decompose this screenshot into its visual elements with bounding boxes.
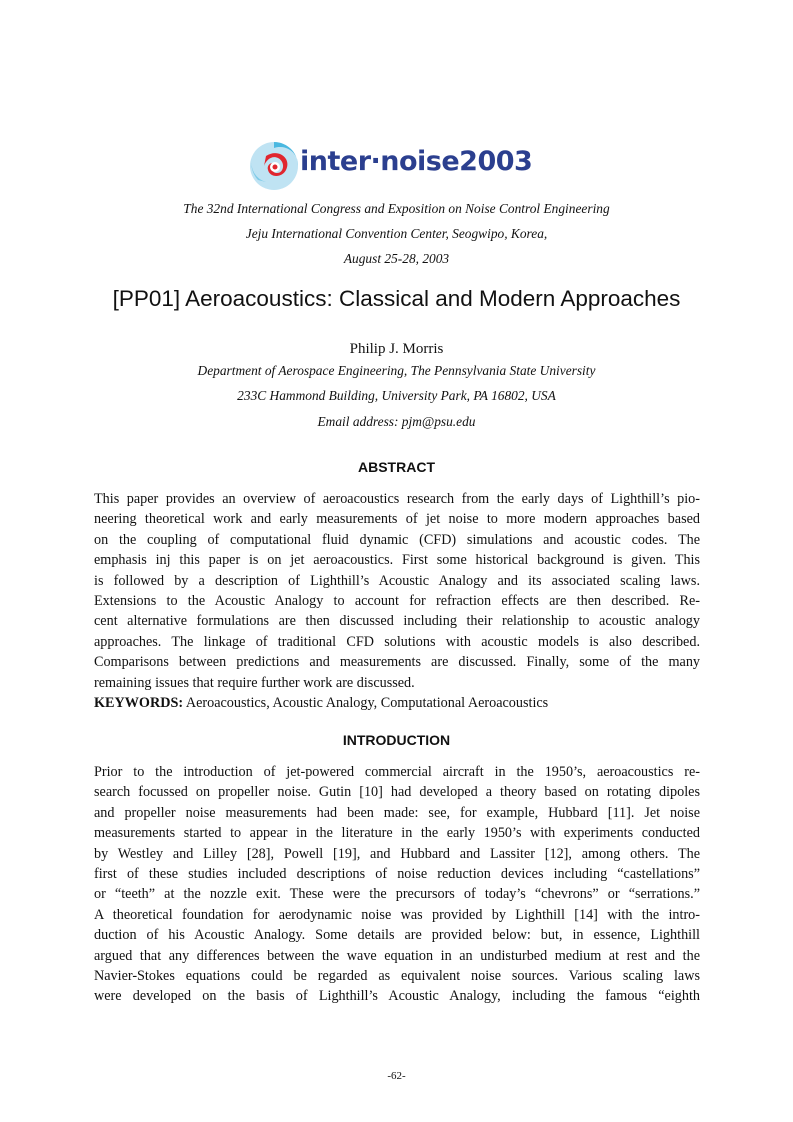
keywords-label: KEYWORDS: <box>94 694 184 711</box>
abstract-line: Comparisons between predictions and measurements are discussed. Finally, some of the many <box>94 654 700 671</box>
abstract-heading: ABSTRACT <box>358 459 435 475</box>
introduction-line: and propeller noise measurements had been made: see, for example, Hubbard [11]. Jet noise <box>94 804 700 821</box>
keywords-text: Aeroacoustics, Acoustic Analogy, Computational Aeroacoustics <box>183 694 549 711</box>
author-department: Department of Aerospace Engineering, The Pennsylvania State University <box>197 363 596 378</box>
introduction-line: Navier-Stokes equations could be regarded as equivalent noise sources. Various scaling laws <box>94 967 700 984</box>
conference-venue: Jeju International Convention Center, Seogwipo, Korea, <box>245 226 548 241</box>
introduction-line: A theoretical foundation for aerodynamic noise was provided by Lighthill [14] with the intro- <box>94 906 700 923</box>
abstract-body <box>94 489 700 713</box>
paper-title: [PP01] Aeroacoustics: Classical and Modern Approaches <box>112 286 681 311</box>
abstract-line: on the coupling of computational fluid dynamic (CFD) simulations and acoustic codes. The <box>94 531 700 548</box>
introduction-line: search focussed on propeller noise. Gutin [10] had developed a theory based on rotating dipoles <box>94 784 700 801</box>
introduction-heading: INTRODUCTION <box>342 732 451 748</box>
introduction-line: Prior to the introduction of jet-powered commercial aircraft in the 1950’s, aeroacoustics re- <box>94 764 700 780</box>
introduction-line: were developed on the basis of Lighthill’s Acoustic Analogy, including the famous “eighth <box>94 988 700 1005</box>
introduction-line: first of these studies included descriptions of noise reduction devices including “castellations” <box>94 865 700 882</box>
logo-wordmark: inter·noise2003 <box>300 146 533 177</box>
conference-dates: August 25-28, 2003 <box>343 251 450 266</box>
introduction-line: measurements started to appear in the literature in the early 1950’s with experiments conducted <box>94 825 700 842</box>
author-name: Philip J. Morris <box>349 341 444 357</box>
abstract-line: remaining issues that require further work are discussed. <box>94 674 415 691</box>
author-address: 233C Hammond Building, University Park, PA 16802, USA <box>237 388 556 403</box>
abstract-line: Extensions to the Acoustic Analogy to account for refraction effects are then described. Re- <box>94 592 700 609</box>
introduction-body <box>94 762 700 1007</box>
abstract-line: is followed by a description of Lighthill’s Acoustic Analogy and its associated scaling laws. <box>94 572 700 589</box>
abstract-line: neering theoretical work and early measurements of jet noise to more modern approaches based <box>94 511 700 528</box>
page-number: -62- <box>387 1070 406 1082</box>
introduction-line: by Westley and Lilley [28], Powell [19], and Hubbard and Lassiter [12], among others. The <box>94 845 700 862</box>
logo-swirl-icon <box>248 136 304 194</box>
abstract-line: emphasis inj this paper is on jet aeroacoustics. First some historical background is given. This <box>94 552 700 569</box>
conference-logo <box>248 136 548 194</box>
abstract-line: approaches. The linkage of traditional CFD solutions with acoustic models is also described. <box>94 633 700 650</box>
conference-name: The 32nd International Congress and Exposition on Noise Control Engineering <box>183 201 610 216</box>
author-email: Email address: pjm@psu.edu <box>317 414 476 429</box>
abstract-line: This paper provides an overview of aeroacoustics research from the early days of Lighthill’s pio- <box>94 491 700 507</box>
introduction-line: or “teeth” at the nozzle exit. These were the precursors of today’s “chevrons” or “serrations.” <box>94 886 700 903</box>
keywords-line <box>94 693 700 713</box>
introduction-line: duction of his Acoustic Analogy. Some details are provided below: but, in essence, Lighthill <box>94 927 700 944</box>
abstract-line: cent alternative formulations are then discussed including their relationship to acoustic analogy <box>94 613 700 630</box>
introduction-line: argued that any differences between the wave equation in an undisturbed medium at rest and the <box>94 947 700 964</box>
